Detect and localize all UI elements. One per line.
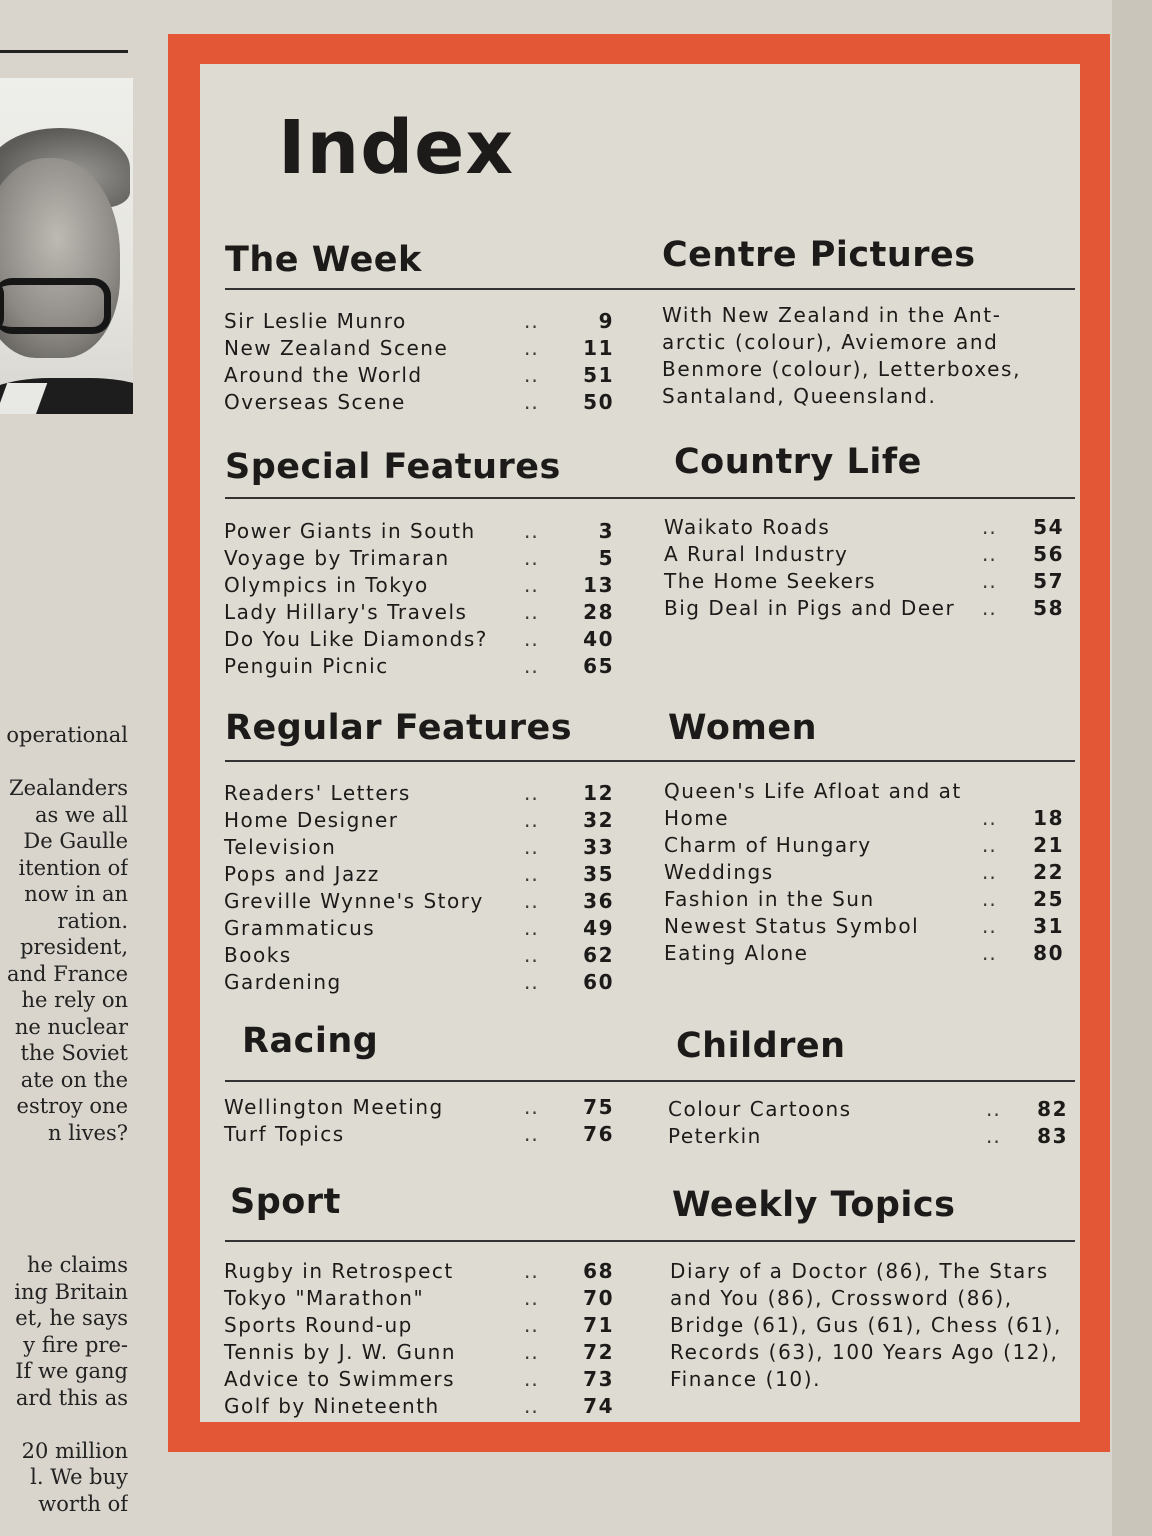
section-heading-country-life: Country Life — [674, 442, 922, 482]
entry-page-number: 22 — [1033, 860, 1064, 884]
entry-page-number: 12 — [583, 781, 614, 805]
article-line: worth of — [38, 1491, 128, 1516]
leader-dots: .. — [982, 542, 997, 566]
entry-label: Turf Topics — [224, 1122, 345, 1146]
entry-page-number: 71 — [583, 1313, 614, 1337]
article-line: as we all — [34, 802, 128, 827]
entry-page-number: 18 — [1033, 806, 1064, 830]
section-rule — [225, 1080, 1075, 1082]
leader-dots: .. — [982, 596, 997, 620]
entry-page-number: 50 — [583, 390, 614, 414]
entry-label: Lady Hillary's Travels — [224, 600, 468, 624]
entry-label: Greville Wynne's Story — [224, 889, 484, 913]
leader-dots: .. — [524, 808, 539, 832]
leader-dots: .. — [524, 781, 539, 805]
leader-dots: .. — [524, 1095, 539, 1119]
leader-dots: .. — [524, 573, 539, 597]
entry-label: Gardening — [224, 970, 342, 994]
entry-page-number: 70 — [583, 1286, 614, 1310]
entry-page-number: 21 — [1033, 833, 1064, 857]
leader-dots: .. — [524, 1122, 539, 1146]
section-rule — [225, 760, 1075, 762]
entry-page-number: 28 — [583, 600, 614, 624]
entry-label: Readers' Letters — [224, 781, 411, 805]
text-line: Benmore (colour), Letterboxes, — [662, 357, 1022, 381]
article-line: ne nuclear — [14, 1014, 128, 1039]
leader-dots: .. — [524, 627, 539, 651]
entry-label: Olympics in Tokyo — [224, 573, 429, 597]
article-line: De Gaulle — [23, 829, 128, 853]
article-line: n lives? — [48, 1120, 128, 1145]
page-title: Index — [278, 105, 515, 191]
section-heading-special-features: Special Features — [225, 447, 561, 487]
article-line: and France — [6, 961, 128, 986]
entry-page-number: 5 — [598, 546, 614, 570]
text-line: and You (86), Crossword (86), — [670, 1286, 1013, 1310]
section-rule — [225, 288, 1075, 290]
article-line: he claims — [26, 1253, 128, 1277]
leader-dots: .. — [524, 309, 539, 333]
leader-dots: .. — [524, 1259, 539, 1283]
entry-label: Eating Alone — [664, 941, 809, 965]
article-line: If we gang — [15, 1359, 128, 1383]
leader-dots: .. — [524, 336, 539, 360]
centre-pictures-text — [662, 302, 1021, 410]
entry-page-number: 65 — [583, 654, 614, 678]
article-line: 20 million — [21, 1438, 128, 1463]
entry-label: Charm of Hungary — [664, 833, 872, 857]
article-line — [0, 1199, 128, 1226]
adjacent-page-edge — [1112, 0, 1152, 1536]
left-column-article-text — [0, 722, 128, 1517]
entry-page-number: 13 — [583, 573, 614, 597]
entry-label: Fashion in the Sun — [664, 887, 875, 911]
entry-page-number: 25 — [1033, 887, 1064, 911]
leader-dots: .. — [524, 600, 539, 624]
entry-label: Colour Cartoons — [668, 1097, 852, 1121]
entry-page-number: 36 — [583, 889, 614, 913]
text-line: Bridge (61), Gus (61), Chess (61), — [670, 1313, 1062, 1337]
entry-label: Television — [224, 835, 337, 859]
leader-dots: .. — [524, 519, 539, 543]
text-line: Diary of a Doctor (86), The Stars — [670, 1259, 1049, 1283]
article-line: ration. — [57, 908, 128, 933]
entry-page-number: 32 — [583, 808, 614, 832]
entry-label: Home — [664, 806, 730, 830]
entry-label: Big Deal in Pigs and Deer — [664, 596, 956, 620]
section-heading-the-week: The Week — [225, 240, 422, 280]
article-line: he rely on — [21, 988, 128, 1012]
article-line: l. We buy — [30, 1465, 128, 1489]
entry-label: Grammaticus — [224, 916, 376, 940]
entry-page-number: 9 — [598, 309, 614, 333]
entry-label: Do You Like Diamonds? — [224, 627, 488, 651]
leader-dots: .. — [524, 943, 539, 967]
article-line: estroy one — [16, 1094, 128, 1118]
entry-label: Queen's Life Afloat and at — [664, 779, 962, 803]
leader-dots: .. — [524, 970, 539, 994]
entry-label: The Home Seekers — [664, 569, 877, 593]
leader-dots: .. — [982, 515, 997, 539]
leader-dots: .. — [982, 569, 997, 593]
leader-dots: .. — [982, 860, 997, 884]
entry-label: Advice to Swimmers — [224, 1367, 456, 1391]
entry-label: Weddings — [664, 860, 774, 884]
entry-page-number: 56 — [1033, 542, 1064, 566]
text-line: Santaland, Queensland. — [662, 384, 937, 408]
section-heading-centre-pictures: Centre Pictures — [662, 235, 976, 275]
entry-page-number: 72 — [583, 1340, 614, 1364]
entry-label: Overseas Scene — [224, 390, 406, 414]
article-line: now in an — [24, 882, 128, 906]
section-heading-racing: Racing — [242, 1021, 379, 1061]
entry-page-number: 35 — [583, 862, 614, 886]
leader-dots: .. — [524, 1313, 539, 1337]
article-line: ing Britain — [14, 1279, 128, 1304]
text-line: With New Zealand in the Ant- — [662, 303, 1002, 327]
entry-label: Waikato Roads — [664, 515, 831, 539]
entry-page-number: 76 — [583, 1122, 614, 1146]
leader-dots: .. — [524, 835, 539, 859]
section-heading-weekly-topics: Weekly Topics — [672, 1185, 956, 1225]
entry-page-number: 58 — [1033, 596, 1064, 620]
article-line: y fire pre- — [23, 1332, 128, 1357]
entry-label: A Rural Industry — [664, 542, 849, 566]
leader-dots: .. — [524, 1340, 539, 1364]
leader-dots: .. — [524, 1394, 539, 1418]
article-line — [0, 749, 128, 776]
leader-dots: .. — [524, 390, 539, 414]
entry-page-number: 75 — [583, 1095, 614, 1119]
leader-dots: .. — [982, 833, 997, 857]
leader-dots: .. — [524, 1286, 539, 1310]
section-heading-children: Children — [676, 1026, 846, 1066]
entry-label: Penguin Picnic — [224, 654, 389, 678]
entry-page-number: 83 — [1037, 1124, 1068, 1148]
entry-page-number: 3 — [598, 519, 614, 543]
entry-page-number: 40 — [583, 627, 614, 651]
entry-label: Sports Round-up — [224, 1313, 413, 1337]
entry-label: Pops and Jazz — [224, 862, 380, 886]
article-line — [0, 1146, 128, 1173]
entry-label: Newest Status Symbol — [664, 914, 920, 938]
article-line — [0, 1411, 128, 1438]
leader-dots: .. — [524, 862, 539, 886]
leader-dots: .. — [982, 914, 997, 938]
section-heading-women: Women — [668, 708, 818, 748]
article-line: the Soviet — [20, 1041, 128, 1065]
article-line: et, he says — [15, 1306, 128, 1330]
entry-label: New Zealand Scene — [224, 336, 449, 360]
entry-page-number: 60 — [583, 970, 614, 994]
entry-label: Books — [224, 943, 292, 967]
portrait-photo — [0, 78, 133, 414]
column-rule — [0, 50, 128, 53]
leader-dots: .. — [524, 546, 539, 570]
entry-page-number: 11 — [583, 336, 614, 360]
entry-page-number: 80 — [1033, 941, 1064, 965]
entry-label: Sir Leslie Munro — [224, 309, 407, 333]
article-line — [0, 1226, 128, 1253]
article-line — [0, 1173, 128, 1200]
leader-dots: .. — [982, 887, 997, 911]
text-line: arctic (colour), Aviemore and — [662, 330, 999, 354]
section-heading-regular-features: Regular Features — [225, 708, 573, 748]
entry-page-number: 73 — [583, 1367, 614, 1391]
entry-page-number: 31 — [1033, 914, 1064, 938]
entry-label: Home Designer — [224, 808, 399, 832]
entry-label: Peterkin — [668, 1124, 762, 1148]
entry-label: Voyage by Trimaran — [224, 546, 450, 570]
entry-page-number: 57 — [1033, 569, 1064, 593]
article-line: ate on the — [20, 1067, 128, 1092]
entry-label: Around the World — [224, 363, 423, 387]
entry-page-number: 51 — [583, 363, 614, 387]
leader-dots: .. — [986, 1124, 1001, 1148]
article-line: president, — [20, 935, 128, 959]
section-rule — [225, 497, 1075, 499]
entry-label: Tokyo "Marathon" — [224, 1286, 425, 1310]
leader-dots: .. — [982, 941, 997, 965]
entry-label: Rugby in Retrospect — [224, 1259, 454, 1283]
entry-label: Golf by Nineteenth — [224, 1394, 440, 1418]
article-line: Zealanders — [9, 776, 128, 800]
entry-page-number: 82 — [1037, 1097, 1068, 1121]
leader-dots: .. — [986, 1097, 1001, 1121]
entry-page-number: 62 — [583, 943, 614, 967]
weekly-topics-text — [670, 1258, 1062, 1393]
section-heading-sport: Sport — [230, 1182, 341, 1222]
entry-page-number: 74 — [583, 1394, 614, 1418]
entry-page-number: 54 — [1033, 515, 1064, 539]
text-line: Finance (10). — [670, 1367, 822, 1391]
leader-dots: .. — [982, 806, 997, 830]
leader-dots: .. — [524, 889, 539, 913]
entry-label: Wellington Meeting — [224, 1095, 444, 1119]
entry-page-number: 49 — [583, 916, 614, 940]
article-line: operational — [6, 723, 128, 747]
leader-dots: .. — [524, 916, 539, 940]
entry-page-number: 68 — [583, 1259, 614, 1283]
text-line: Records (63), 100 Years Ago (12), — [670, 1340, 1059, 1364]
entry-label: Power Giants in South — [224, 519, 476, 543]
leader-dots: .. — [524, 1367, 539, 1391]
section-rule — [225, 1240, 1075, 1242]
article-line: itention of — [18, 855, 128, 880]
entry-label: Tennis by J. W. Gunn — [224, 1340, 457, 1364]
entry-page-number: 33 — [583, 835, 614, 859]
leader-dots: .. — [524, 654, 539, 678]
article-line: ard this as — [15, 1385, 128, 1410]
leader-dots: .. — [524, 363, 539, 387]
